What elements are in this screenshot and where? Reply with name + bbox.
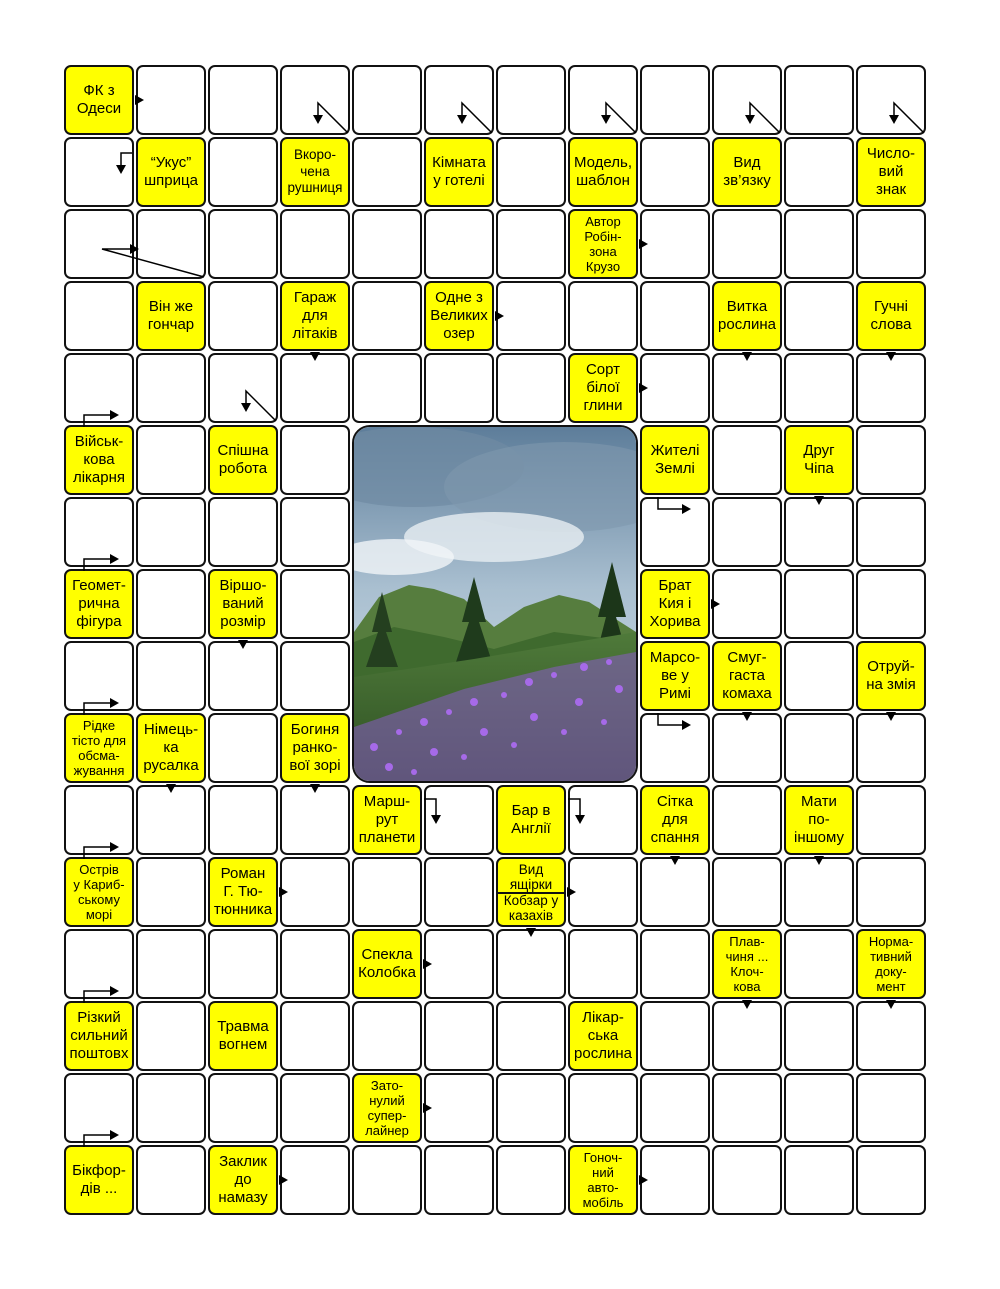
answer-cell[interactable] [856, 1073, 926, 1143]
answer-cell[interactable] [136, 1073, 206, 1143]
answer-cell[interactable] [856, 209, 926, 279]
answer-cell[interactable] [208, 137, 278, 207]
clue-text: Марсо- ве у Римі [649, 649, 701, 702]
answer-cell[interactable] [640, 1001, 710, 1071]
answer-cell[interactable] [352, 353, 422, 423]
clue-cell [64, 569, 134, 639]
answer-cell[interactable] [280, 1001, 350, 1071]
answer-cell[interactable] [424, 929, 494, 999]
clue-cell [712, 281, 782, 351]
clue-text: Лікар- ська рослина [574, 1009, 632, 1062]
clue-cell [640, 569, 710, 639]
answer-cell[interactable] [208, 1073, 278, 1143]
answer-cell[interactable] [496, 1145, 566, 1215]
clue-cell [856, 137, 926, 207]
clue-text: Богиня ранко- вої зорі [289, 721, 341, 774]
answer-cell[interactable] [208, 497, 278, 567]
answer-cell[interactable] [208, 209, 278, 279]
clue-cell [712, 641, 782, 711]
clue-cell [352, 1073, 422, 1143]
answer-cell[interactable] [784, 137, 854, 207]
answer-cell[interactable] [784, 209, 854, 279]
answer-cell[interactable] [280, 857, 350, 927]
answer-cell[interactable] [856, 857, 926, 927]
clue-text: Бар в Англії [511, 802, 551, 837]
answer-cell[interactable] [712, 353, 782, 423]
answer-cell[interactable] [208, 281, 278, 351]
answer-cell[interactable] [136, 65, 206, 135]
answer-cell[interactable] [496, 209, 566, 279]
answer-cell[interactable] [640, 929, 710, 999]
answer-cell[interactable] [784, 929, 854, 999]
clue-text: Німець- ка русалка [143, 721, 199, 774]
answer-cell[interactable] [280, 641, 350, 711]
clue-text: Сорт білої глини [583, 361, 623, 414]
clue-text: Плав- чиня ... Клоч- кова [725, 934, 769, 994]
clue-text: Рідке тісто для обсма- жування [71, 718, 127, 778]
answer-cell[interactable] [136, 1145, 206, 1215]
answer-cell[interactable] [856, 1001, 926, 1071]
clue-cell [568, 1145, 638, 1215]
answer-cell[interactable] [568, 857, 638, 927]
answer-cell[interactable] [712, 65, 782, 135]
answer-cell[interactable] [496, 1001, 566, 1071]
clue-text: Бікфор- дів ... [72, 1162, 126, 1197]
clue-text: Вид зв’язку [723, 154, 771, 189]
clue-cell [568, 137, 638, 207]
answer-cell[interactable] [640, 1145, 710, 1215]
clue-cell [352, 785, 422, 855]
answer-cell[interactable] [640, 857, 710, 927]
answer-cell[interactable] [640, 281, 710, 351]
clue-text: Заклик до намазу [218, 1153, 268, 1206]
clue-text: Спішна робота [217, 442, 269, 477]
answer-cell[interactable] [712, 857, 782, 927]
clue-cell [280, 137, 350, 207]
clue-cell [568, 209, 638, 279]
clue-cell [208, 569, 278, 639]
answer-cell[interactable] [784, 353, 854, 423]
answer-cell[interactable] [496, 65, 566, 135]
clue-cell [640, 425, 710, 495]
answer-cell[interactable] [136, 785, 206, 855]
clue-cell [136, 137, 206, 207]
clue-cell [784, 785, 854, 855]
answer-cell[interactable] [64, 1073, 134, 1143]
clue-cell [784, 425, 854, 495]
clue-text: Марш- рут планети [358, 793, 416, 846]
clue-text-bottom: Кобзар у казахів [503, 892, 559, 923]
clue-text: Він же гончар [147, 298, 195, 333]
answer-cell[interactable] [208, 785, 278, 855]
answer-cell[interactable] [280, 929, 350, 999]
answer-cell[interactable] [496, 137, 566, 207]
clue-cell [712, 929, 782, 999]
clue-cell [136, 281, 206, 351]
answer-cell[interactable] [136, 569, 206, 639]
answer-cell[interactable] [64, 137, 134, 207]
clue-text: Різкий сильний поштовх [69, 1009, 129, 1062]
clue-text: Гоноч- ний авто- мобіль [582, 1150, 624, 1210]
answer-cell[interactable] [640, 497, 710, 567]
clue-text: Одне з Великих озер [430, 289, 488, 342]
split-clue-cell [496, 857, 566, 927]
answer-cell[interactable] [352, 857, 422, 927]
clue-cell [856, 929, 926, 999]
clue-text: Травма вогнем [217, 1018, 269, 1053]
answer-cell[interactable] [136, 425, 206, 495]
clue-text: Норма- тивний доку- мент [868, 934, 914, 994]
answer-cell[interactable] [424, 785, 494, 855]
clue-text: Зато- нулий супер- лайнер [365, 1078, 409, 1138]
answer-cell[interactable] [208, 713, 278, 783]
answer-cell[interactable] [856, 1145, 926, 1215]
clue-text: ФК з Одеси [76, 82, 122, 117]
answer-cell[interactable] [136, 497, 206, 567]
clue-text: Вкоро- чена рушниця [287, 147, 343, 196]
answer-cell[interactable] [856, 785, 926, 855]
clue-text: Мати по- іншому [794, 793, 844, 846]
answer-cell[interactable] [424, 1145, 494, 1215]
answer-cell[interactable] [856, 497, 926, 567]
answer-cell[interactable] [64, 929, 134, 999]
clue-text: Автор Робін- зона Крузо [584, 214, 622, 274]
answer-cell[interactable] [280, 1073, 350, 1143]
clue-text: Роман Г. Тю- тюнника [213, 865, 273, 918]
answer-cell[interactable] [280, 497, 350, 567]
answer-cell[interactable] [784, 641, 854, 711]
clue-text: Витка рослина [718, 298, 776, 333]
answer-cell[interactable] [784, 857, 854, 927]
answer-cell[interactable] [208, 353, 278, 423]
answer-cell[interactable] [424, 209, 494, 279]
clue-text: Смуг- гаста комаха [722, 649, 772, 702]
clue-cell [856, 641, 926, 711]
clue-text: Модель, шаблон [573, 154, 632, 189]
answer-cell[interactable] [640, 65, 710, 135]
answer-cell[interactable] [64, 281, 134, 351]
clue-text: Геомет- рична фігура [72, 577, 126, 630]
clue-cell [568, 1001, 638, 1071]
answer-cell[interactable] [784, 497, 854, 567]
answer-cell[interactable] [856, 713, 926, 783]
clue-text: Острів у Кариб- ському морі [73, 862, 125, 922]
answer-cell[interactable] [784, 1145, 854, 1215]
clue-cell [208, 857, 278, 927]
answer-cell[interactable] [712, 1073, 782, 1143]
answer-cell[interactable] [496, 281, 566, 351]
answer-cell[interactable] [64, 641, 134, 711]
clue-cell [64, 1001, 134, 1071]
answer-cell[interactable] [712, 209, 782, 279]
answer-cell[interactable] [640, 137, 710, 207]
answer-cell[interactable] [136, 1001, 206, 1071]
answer-cell[interactable] [136, 353, 206, 423]
answer-cell[interactable] [352, 281, 422, 351]
answer-cell[interactable] [208, 929, 278, 999]
clue-text: Кімната у готелі [432, 154, 486, 189]
answer-cell[interactable] [568, 65, 638, 135]
answer-cell[interactable] [568, 785, 638, 855]
answer-cell[interactable] [352, 137, 422, 207]
answer-cell[interactable] [352, 209, 422, 279]
answer-cell[interactable] [784, 281, 854, 351]
clue-cell [280, 713, 350, 783]
clue-cell [424, 137, 494, 207]
clue-text: Число- вий знак [866, 145, 916, 198]
answer-cell[interactable] [424, 857, 494, 927]
answer-cell[interactable] [856, 353, 926, 423]
clue-cell [640, 641, 710, 711]
clue-cell [208, 1145, 278, 1215]
answer-cell[interactable] [64, 785, 134, 855]
answer-cell[interactable] [784, 1073, 854, 1143]
answer-cell[interactable] [352, 1145, 422, 1215]
answer-cell[interactable] [712, 425, 782, 495]
clue-cell [64, 1145, 134, 1215]
clue-text: Отруй- на змія [866, 658, 916, 693]
answer-cell[interactable] [136, 209, 206, 279]
answer-cell[interactable] [856, 425, 926, 495]
answer-cell[interactable] [640, 353, 710, 423]
landscape-image [354, 427, 636, 783]
answer-cell[interactable] [280, 65, 350, 135]
answer-cell[interactable] [712, 1001, 782, 1071]
answer-cell[interactable] [424, 1073, 494, 1143]
answer-cell[interactable] [784, 713, 854, 783]
clue-cell [496, 785, 566, 855]
clue-cell [568, 353, 638, 423]
clue-cell [64, 425, 134, 495]
clue-cell [712, 137, 782, 207]
answer-cell[interactable] [712, 713, 782, 783]
clue-text: Гараж для літаків [292, 289, 338, 342]
answer-cell[interactable] [856, 569, 926, 639]
answer-cell[interactable] [568, 281, 638, 351]
answer-cell[interactable] [496, 929, 566, 999]
mountain-meadow-photo [352, 425, 638, 783]
clue-text: Сітка для спання [650, 793, 700, 846]
answer-cell[interactable] [712, 785, 782, 855]
answer-cell[interactable] [784, 569, 854, 639]
answer-cell[interactable] [496, 1073, 566, 1143]
clue-cell [424, 281, 494, 351]
answer-cell[interactable] [640, 209, 710, 279]
answer-cell[interactable] [352, 1001, 422, 1071]
answer-cell[interactable] [280, 209, 350, 279]
answer-cell[interactable] [280, 1145, 350, 1215]
answer-cell[interactable] [784, 1001, 854, 1071]
clue-cell [640, 785, 710, 855]
answer-cell[interactable] [424, 1001, 494, 1071]
clue-text: Віршо- ваний розмір [219, 577, 267, 630]
answer-cell[interactable] [136, 641, 206, 711]
answer-cell[interactable] [640, 1073, 710, 1143]
clue-text: Брат Кия і Хорива [649, 577, 701, 630]
answer-cell[interactable] [64, 209, 134, 279]
answer-cell[interactable] [352, 65, 422, 135]
answer-cell[interactable] [640, 713, 710, 783]
clue-cell [856, 281, 926, 351]
answer-cell[interactable] [424, 65, 494, 135]
clue-cell [208, 1001, 278, 1071]
answer-cell[interactable] [568, 1073, 638, 1143]
clue-cell [136, 713, 206, 783]
clue-cell [64, 713, 134, 783]
answer-cell[interactable] [64, 497, 134, 567]
clue-text: Військ- кова лікарня [72, 433, 126, 486]
answer-cell[interactable] [280, 569, 350, 639]
clue-text: Гучні слова [870, 298, 912, 333]
clue-cell [64, 65, 134, 135]
answer-cell[interactable] [424, 353, 494, 423]
answer-cell[interactable] [136, 929, 206, 999]
clue-text-top: Вид ящірки [509, 861, 553, 892]
answer-cell[interactable] [280, 785, 350, 855]
answer-cell[interactable] [568, 929, 638, 999]
answer-cell[interactable] [208, 641, 278, 711]
answer-cell[interactable] [136, 857, 206, 927]
clue-cell [280, 281, 350, 351]
answer-cell[interactable] [712, 569, 782, 639]
answer-cell[interactable] [784, 65, 854, 135]
clue-cell [64, 857, 134, 927]
answer-cell[interactable] [712, 1145, 782, 1215]
clue-text: Спекла Колобка [358, 946, 416, 981]
answer-cell[interactable] [208, 65, 278, 135]
clue-text: Друг Чіпа [803, 442, 835, 477]
answer-cell[interactable] [712, 497, 782, 567]
answer-cell[interactable] [280, 353, 350, 423]
answer-cell[interactable] [280, 425, 350, 495]
clue-text: Жителі Землі [650, 442, 700, 477]
answer-cell[interactable] [496, 353, 566, 423]
clue-text: “Укус” шприца [144, 154, 198, 189]
clue-cell [208, 425, 278, 495]
clue-cell [352, 929, 422, 999]
answer-cell[interactable] [64, 353, 134, 423]
answer-cell[interactable] [856, 65, 926, 135]
